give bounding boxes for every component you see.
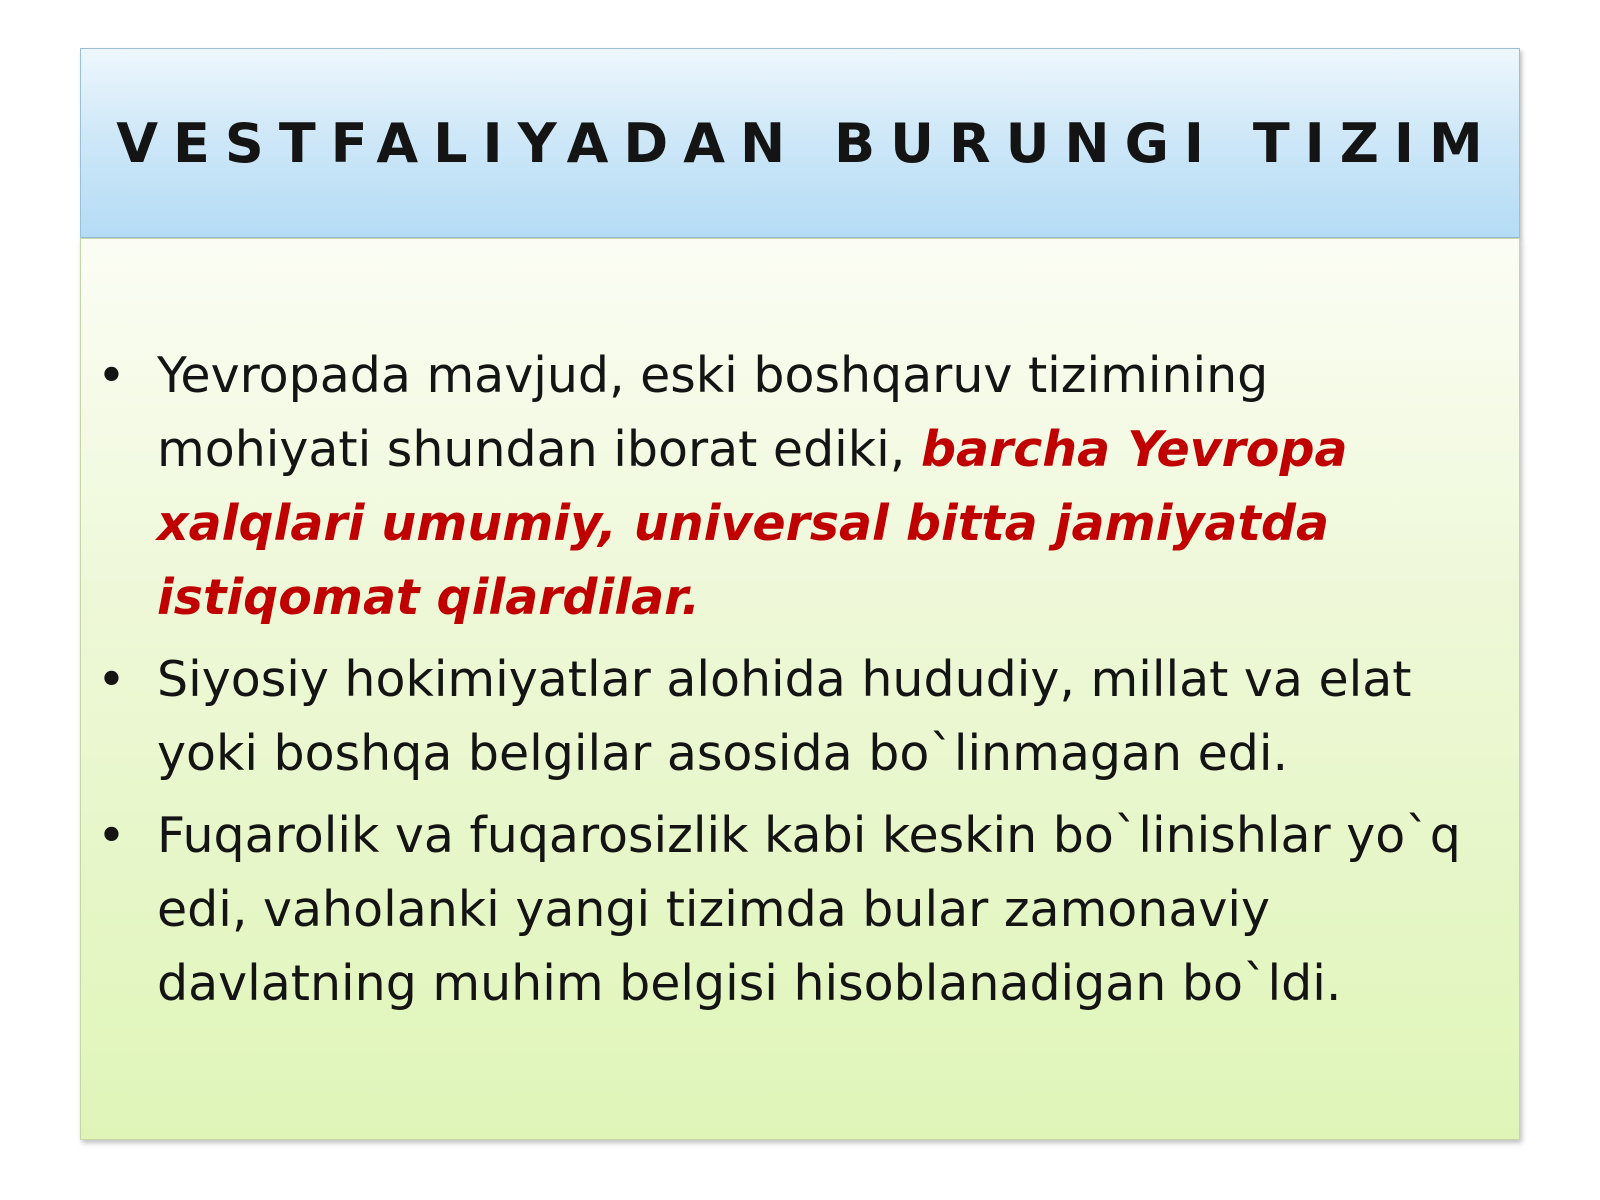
bullet-item-1: [81, 339, 1521, 635]
content-box: [80, 238, 1520, 1140]
bullet-icon: •: [97, 807, 126, 864]
bullet-icon: •: [97, 651, 126, 708]
bullet-text: Fuqarolik va fuqarosizlik kabi keskin bo`linishlar yo`q edi, vaholanki yangi tizimda bular zamonaviy davlatning muhim belgisi hisoblanadigan bo`ldi.: [157, 807, 1461, 1012]
highlighted-text: barcha Yevropa xalqlari umumiy, universal bitta jamiyatda istiqomat qilardilar.: [157, 421, 1348, 626]
bullet-item-2: [81, 643, 1521, 791]
slide-title: VESTFALIYADAN BURUNGI TIZIM: [116, 111, 1498, 175]
bullet-text: Siyosiy hokimiyatlar alohida hududiy, millat va elat yoki boshqa belgilar asosida bo`linmagan edi.: [157, 651, 1412, 782]
bullet-icon: •: [97, 347, 126, 404]
bullet-list: [81, 339, 1521, 1029]
bullet-text: Yevropada mavjud, eski boshqaruv tizimining mohiyati shundan iborat ediki,: [157, 347, 1269, 478]
bullet-item-3: [81, 799, 1521, 1021]
title-box: [80, 48, 1520, 238]
